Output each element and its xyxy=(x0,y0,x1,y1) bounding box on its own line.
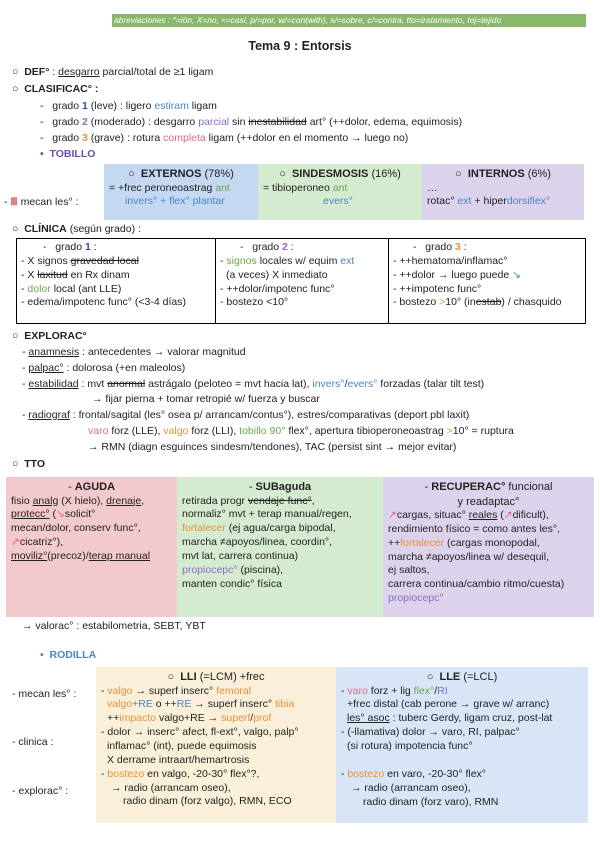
bullet-icon: ○ xyxy=(12,83,25,95)
abbreviation-text: abreviaciones : °=ión, X=no, ≈=casi, p/=por, w/=con(with), s/=sobre, c/=contra, tto=tratamiento, tej=tejido xyxy=(114,15,502,25)
rodilla-mecan-label: - mecan les° : xyxy=(12,688,77,700)
explorac-heading: ○ EXPLORAC° xyxy=(12,330,87,342)
clinica-grado2-cell: - grado 2 : - signos locales w/ equim ext (a veces) X inmediato - ++dolor/impotenc func° - bostezo <10° xyxy=(215,238,389,324)
abbreviation-bar xyxy=(112,14,586,27)
figure-icon: Ⅲ xyxy=(10,196,18,208)
clasif-heading: ○ CLASIFICAC° : xyxy=(12,83,99,95)
clinica-grado1-cell: - grado 1 : - X signos gravedad local - X laxitud en Rx dinam - dolor local (ant LLE) - edema/impotenc func° (<3-4 días) xyxy=(16,238,216,324)
rodilla-lle-box: ○ LLE (=LCL) - varo forz + lig flex°/RI +frec distal (cab perone → grave w/ arranc) les° asoc : tuberc Gerdy, ligam cruz, post-lat - (-llamativa) dolor → varo, RI, palpac° (si rotura) impotencia func° - bostezo en varo, -20-30° flex° → radio (arrancam oseo), radio dinam (forz varo), RMN xyxy=(336,667,588,823)
tto-subaguda-box: - SUBaguda retirada progr vendaje func°, normaliz° mvt + terap manual/regen, fortalecer (ej agua/carga bipodal, marcha ≠apoyos/linea, coordin°, mvt lat, carrera continua) propiocepc° (piscina), manten condic° física xyxy=(177,477,383,617)
explorac-radiograf: - radiograf : frontal/sagital (les° osea p/ arrancam/contus°), estres/comparativas (deport pbl laxit) xyxy=(22,409,470,421)
rodilla-clinica-label: - clinica : xyxy=(12,736,54,748)
tobillo-heading: • TOBILLO xyxy=(40,148,96,160)
def-line xyxy=(12,66,213,80)
clasif-grado3: - grado 3 (grave) : rotura completa ligam (++dolor en el momento → luego no) xyxy=(40,132,409,144)
rodilla-lli-box: ○ LLI (=LCM) +frec - valgo → superf inserc° femoral valgo+RE o ++RE → superf inserc° tibia ++impacto valgo+RE → superf/prof - dolor → inserc° afect, fl-ext°, valgo, palp° inflamac° (int), puede equimosis X derrame intraart/hemartrosis - bostezo en valgo, -20-30° flex°?, → radio (arrancam oseo), radio dinam (forz valgo), RMN, ECO xyxy=(96,667,336,823)
clasif-grado1: - grado 1 (leve) : ligero estiram ligam xyxy=(40,100,217,112)
def-label: DEF° xyxy=(24,66,50,78)
mecan-label: - Ⅲ mecan les° : xyxy=(4,196,79,208)
mecan-sindesmosis-box: ○ SINDESMOSIS (16%) = tibioperoneo ant evers° xyxy=(258,164,422,220)
explorac-rmn: → RMN (diagn esguinces sindesm/tendones), TAC (persist sint → mejor evitar) xyxy=(88,441,457,453)
clinica-grado3-cell: - grado 3 : - ++hematoma/inflamac° - ++dolor → luego puede ↘ - ++impotenc func° - bostezo >10° (inestab) / chasquido xyxy=(388,238,586,324)
explorac-estabilidad: - estabilidad : mvt anormal astrágalo (peloteo = mvt hacia lat), invers°/evers° forzadas (talar tilt test) xyxy=(22,378,485,390)
bullet-icon: ○ xyxy=(12,66,25,78)
rodilla-explorac-label: - explorac° : xyxy=(12,785,69,797)
explorac-fijar: → fijar pierna + tomar retropié w/ fuerza y buscar xyxy=(92,393,320,405)
explorac-anamnesis: - anamnesis : antecedentes → valorar magnitud xyxy=(22,346,246,358)
dot-icon: • xyxy=(40,649,50,661)
tto-aguda-box: - AGUDA fisio analg (X hielo), drenaje, protecc° (↘solicit° mecan/dolor, conserv func°, ↗cicatriz°), moviliz°(precoz)/terap manual xyxy=(6,477,177,617)
page-title: Tema 9 : Entorsis xyxy=(248,39,352,53)
def-word: desgarro xyxy=(58,66,100,78)
clasif-grado2: - grado 2 (moderado) : desgarro parcial sin inestabilidad art° (++dolor, edema, equimosis) xyxy=(40,116,463,128)
def-rest: parcial/total de ≥1 ligam xyxy=(99,66,214,78)
tto-valorac: → valorac° : estabilometria, SEBT, YBT xyxy=(22,620,206,632)
clasif-label: CLASIFICAC° xyxy=(24,83,92,95)
tto-recuperac-box: - RECUPERAC° funcional y readaptac° ↗cargas, situac° reales (↗dificult), rendimiento físico = como antes les°, ++fortalecer (cargas monopodal, marcha ≠apoyos/linea w/ desequil, ej saltos, carrera continua/cambio ritmo/cuesta) propiocepc° xyxy=(383,477,594,617)
mecan-internos-box: ○ INTERNOS (6%) … rotac° ext + hiperdorsiflex° xyxy=(422,164,584,220)
explorac-palpac: - palpac° : dolorosa (+en maleolos) xyxy=(22,362,186,374)
dot-icon: • xyxy=(40,148,50,160)
explorac-forz: varo forz (LLE), valgo forz (LLI), tobillo 90° flex°, apertura tibioperoneoastrag >10° = ruptura xyxy=(88,425,514,437)
clinica-heading: ○ CLÍNICA (según grado) : xyxy=(12,223,141,235)
mecan-externos-box: ○ EXTERNOS (78%) = +frec peroneoastrag ant invers° + flex° plantar xyxy=(104,164,258,220)
rodilla-heading: • RODILLA xyxy=(40,649,97,661)
def-sep: : xyxy=(49,66,59,78)
tto-heading: ○ TTO xyxy=(12,458,45,470)
